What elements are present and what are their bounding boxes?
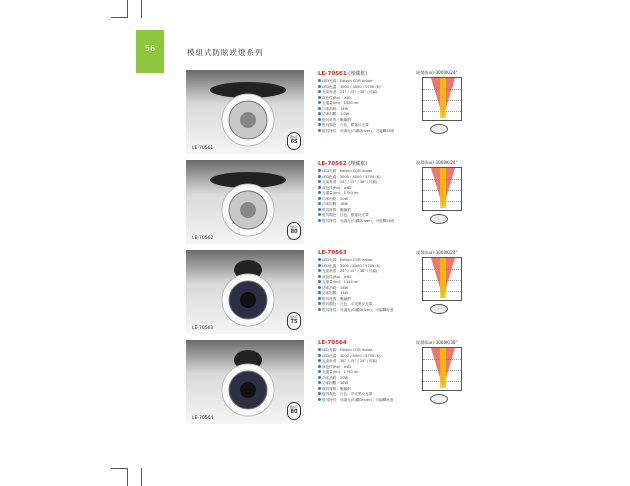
model-number: LE-70561: [318, 71, 347, 77]
product-photo: [186, 340, 304, 424]
model-heading: [318, 70, 414, 77]
spec-text: 燈具特性：可調光(內藏Driver)，可偏轉角度: [322, 307, 394, 312]
spec-text: LED色溫：3000 / 4000 / 5700 (K): [322, 353, 381, 358]
spec-text: 光束角度：24° / 15° / 38° (可調): [322, 180, 378, 184]
spec-text: LED光源：Edison COB inside: [322, 169, 373, 173]
spec-text: 功率因數：13W: [322, 291, 349, 295]
spec-text: 功率消耗：14W: [322, 106, 349, 111]
spec-text: 光通量(lm)：1750 lm: [322, 191, 359, 195]
bullet-icon: [318, 370, 321, 373]
crop-mark: [111, 468, 128, 469]
bullet-icon: [318, 291, 321, 294]
bullet-icon: [318, 129, 321, 132]
chart-title: 崁燈(lux)-3000K/38°: [416, 340, 458, 345]
crop-mark: [111, 17, 128, 18]
photo-model-label: LE-70564: [192, 416, 214, 421]
cutout-value: 75: [290, 319, 298, 325]
bullet-icon: [318, 101, 321, 104]
model-heading: [318, 340, 414, 346]
bullet-icon: [318, 90, 321, 93]
spec-text: 演色性(Ra)：≥82: [322, 185, 352, 190]
page-number-tab: 56: [136, 30, 164, 73]
product-info: [318, 250, 414, 313]
spec-text: 演色性(Ra)：≥82: [322, 364, 352, 369]
bullet-icon: [318, 359, 321, 362]
illuminance-chart: [416, 160, 476, 222]
spec-text: 燈具顏色：白色、平光黑反光罩: [322, 392, 373, 396]
bullet-icon: [318, 202, 321, 205]
spec-text: 演色性(Ra)：≥82: [322, 274, 352, 279]
bullet-icon: [318, 79, 321, 82]
bullet-icon: [318, 264, 321, 267]
bullet-icon: [318, 381, 321, 384]
spec-line: [318, 219, 414, 225]
crop-mark: [141, 468, 142, 486]
product-photo: [186, 160, 304, 244]
cutout-label: 開孔: [290, 315, 298, 320]
bullet-icon: [318, 107, 321, 110]
spec-text: 燈具材質：壓鑄鋁: [322, 207, 351, 212]
photo-model-label: LE-70563: [192, 326, 214, 331]
model-heading: [318, 250, 414, 256]
bullet-icon: [318, 280, 321, 283]
spec-text: 光束角度：38° / 15° / 24° (可調): [322, 359, 378, 363]
model-number: LE-70562: [318, 161, 347, 167]
spec-line: [318, 308, 414, 314]
spec-text: 功率消耗：20W: [322, 196, 349, 201]
bullet-icon: [318, 186, 321, 189]
bullet-icon: [318, 302, 321, 305]
bullet-icon: [318, 348, 321, 351]
illuminance-chart: [416, 340, 476, 402]
spec-text: 功率因數：18W: [322, 202, 349, 206]
product-info: [318, 340, 414, 403]
fixture-sketch-icon: [430, 214, 448, 224]
cutout-value: 65: [290, 139, 298, 145]
spec-text: 燈具特性：可調光(內藏Driver)，可偏轉角度: [322, 397, 394, 402]
bullet-icon: [318, 169, 321, 172]
model-heading: [318, 160, 414, 167]
cutout-label: 開孔: [290, 405, 298, 410]
bullet-icon: [318, 398, 321, 401]
beam-core: [440, 348, 446, 388]
spec-line: [318, 398, 414, 404]
model-number: LE-70564: [318, 340, 347, 346]
cutout-label: 開孔: [290, 135, 298, 140]
bullet-icon: [318, 258, 321, 261]
spec-text: 功率消耗：20W: [322, 375, 349, 380]
spec-text: 燈具材質：壓鑄鋁: [322, 296, 351, 301]
spec-text: 光通量(lm)：1750 lm: [322, 370, 359, 374]
page-title: 模組式防眩崁燈系列: [187, 48, 264, 57]
spec-line: [318, 129, 414, 135]
product-le-70564: [186, 340, 476, 424]
beam-core: [440, 258, 446, 298]
photo-model-label: LE-70561: [192, 146, 214, 151]
spec-text: LED色溫：3000 / 4000 / 5700 (K): [322, 174, 381, 179]
bullet-icon: [318, 180, 321, 183]
bullet-icon: [318, 376, 321, 379]
cutout-badge: [287, 222, 301, 240]
spec-text: 燈具顏色：白色、銀邊反光罩: [322, 123, 369, 127]
model-note: (埋藏框): [348, 71, 368, 77]
fixture-sketch-icon: [430, 124, 448, 134]
bullet-icon: [318, 208, 321, 211]
bullet-icon: [318, 365, 321, 368]
product-info: [318, 160, 414, 224]
fixture-sketch-icon: [430, 394, 448, 404]
spec-text: 光通量(lm)：1020 lm: [322, 101, 359, 105]
spec-text: 演色性(Ra)：≥82: [322, 95, 352, 100]
spec-text: 燈具特性：可調光(內藏Driver)，可旋轉18度: [322, 218, 395, 223]
product-le-70562: [186, 160, 476, 244]
bullet-icon: [318, 354, 321, 357]
spec-text: 燈具顏色：白色、銀邊反光罩: [322, 213, 369, 217]
bullet-icon: [318, 219, 321, 222]
chart-grid: [422, 347, 462, 391]
product-le-70561: [186, 70, 476, 154]
crop-mark: [127, 0, 128, 18]
crop-mark: [141, 0, 142, 18]
product-info: [318, 70, 414, 134]
cutout-value: 80: [290, 229, 298, 235]
beam-core: [440, 78, 446, 118]
cutout-badge: [287, 132, 301, 150]
bullet-icon: [318, 85, 321, 88]
model-number: LE-70563: [318, 250, 347, 256]
fixture-sketch-icon: [430, 304, 448, 314]
bullet-icon: [318, 175, 321, 178]
bullet-icon: [318, 191, 321, 194]
spec-text: 燈具材質：壓鑄鋁: [322, 386, 351, 391]
cutout-value: 80: [290, 409, 298, 415]
chart-title: 崁燈(lux)-3000K/24°: [416, 70, 458, 75]
crop-mark: [127, 468, 128, 486]
spec-text: LED光源：Edison COB inside: [322, 348, 373, 352]
spec-text: 燈具特性：可調光(內藏Driver)，可旋轉18度: [322, 128, 395, 133]
model-note: (埋藏框): [348, 161, 368, 167]
spec-text: LED色溫：3000 / 4000 / 5700 (K): [322, 84, 381, 89]
bullet-icon: [318, 286, 321, 289]
bullet-icon: [318, 112, 321, 115]
cutout-label: 開孔: [290, 225, 298, 230]
chart-grid: [422, 77, 462, 121]
spec-text: 功率消耗：15W: [322, 285, 349, 290]
bullet-icon: [318, 269, 321, 272]
spec-text: 功率因數：1.0W: [322, 112, 350, 116]
photo-model-label: LE-70562: [192, 236, 214, 241]
bullet-icon: [318, 387, 321, 390]
chart-grid: [422, 167, 462, 211]
spec-text: LED光源：Edison COB inside: [322, 258, 373, 262]
bullet-icon: [318, 123, 321, 126]
cutout-badge: [287, 312, 301, 330]
spec-text: 光通量(lm)：1344 lm: [322, 280, 359, 284]
spec-text: 光束角度：24° / 15° / 38° (可調): [322, 90, 378, 94]
bullet-icon: [318, 297, 321, 300]
bullet-icon: [318, 308, 321, 311]
spec-text: 燈具顏色：白色、平光黑反光罩: [322, 302, 373, 306]
beam-core: [440, 168, 446, 208]
spec-text: 燈具材質：壓鑄鋁: [322, 117, 351, 122]
spec-text: LED色溫：3000 / 4000 / 5700 (K): [322, 263, 381, 268]
product-le-70563: [186, 250, 476, 334]
bullet-icon: [318, 197, 321, 200]
product-photo: [186, 250, 304, 334]
bullet-icon: [318, 392, 321, 395]
cutout-badge: [287, 402, 301, 420]
product-photo: [186, 70, 304, 154]
bullet-icon: [318, 275, 321, 278]
illuminance-chart: [416, 250, 476, 312]
spec-text: 功率因數：18W: [322, 381, 349, 385]
bullet-icon: [318, 96, 321, 99]
bullet-icon: [318, 118, 321, 121]
spec-text: 光束角度：24° / 15° / 38° (可調): [322, 269, 378, 273]
illuminance-chart: [416, 70, 476, 132]
bullet-icon: [318, 213, 321, 216]
spec-text: LED光源：Edison COB inside: [322, 79, 373, 83]
chart-grid: [422, 257, 462, 301]
chart-title: 崁燈(lux)-3000K/24°: [416, 250, 458, 255]
chart-title: 崁燈(lux)-3000K/24°: [416, 160, 458, 165]
